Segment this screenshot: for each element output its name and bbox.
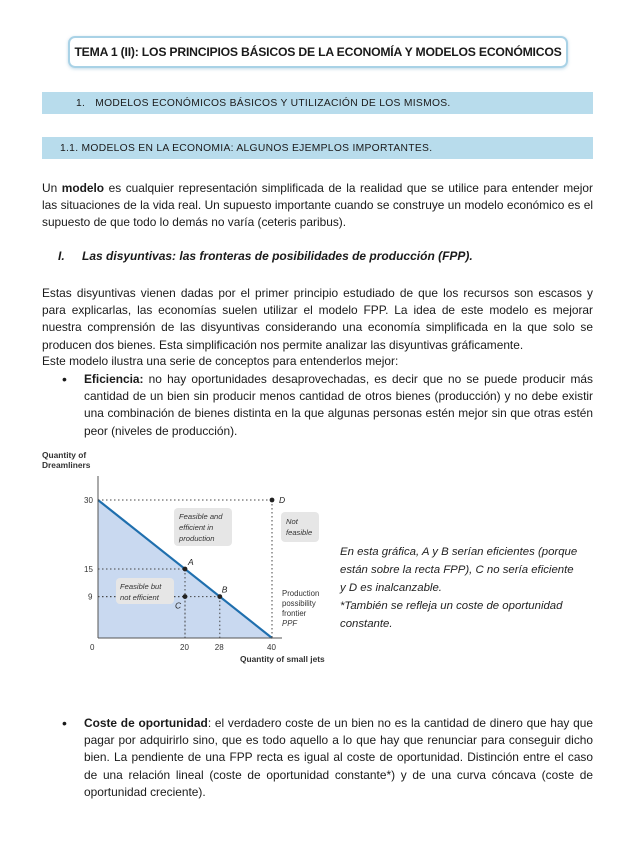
bullet-eficiencia-text: no hay oportunidades desaprovechadas, es decir que no se puede producir más cantidad de un bien sin producir menos cantidad de otros bienes (producción) y no debe existir una combinación de bienes distinta en la que algunas personas estén mejor sin que otras estén peor (niveles de producción).: [84, 372, 593, 438]
point-label: D: [279, 495, 286, 505]
chart-caption: [340, 543, 596, 633]
intro-prefix: Un: [42, 181, 62, 195]
intro-bold-term: modelo: [61, 181, 105, 195]
point-d: [270, 498, 275, 503]
x-tick-label: 28: [214, 643, 224, 652]
annotation-text: Feasible but: [120, 582, 162, 591]
point-a: [183, 567, 188, 572]
annotation-not-feasible: [281, 512, 319, 542]
annotation-feasible-not-efficient: [116, 578, 174, 604]
ppf-chart: [40, 448, 340, 670]
bullet-coste-text: : el verdadero coste de un bien no es la cantidad de dinero que hay que pagar por adquirirlo sino, que es todo aquello a lo que hay que renunciar para conseguir dicho bien. La pendiente de una FPP recta es igual al coste de oportunidad. Distinción entre el caso de una relación lineal (coste de oportunidad constante*) y de una curva cóncava (coste de oportunidad creciente).: [84, 716, 593, 799]
bullet-coste-oportunidad: [84, 715, 593, 801]
x-tick-label: 20: [180, 643, 189, 652]
ppf-label-text: frontier: [282, 609, 307, 618]
annotation-text: Not: [286, 517, 298, 526]
annotation-text: Feasible and: [179, 512, 223, 521]
caption-line: están sobre la recta FPP), C no sería eficiente: [340, 564, 574, 576]
caption-line: En esta gráfica, A y B serían eficientes (porque: [340, 546, 578, 558]
heading-text: Las disyuntivas: las fronteras de posibilidades de producción (FPP).: [82, 249, 473, 263]
bullet-dot: •: [62, 715, 67, 731]
ppf-label-text: PPF: [282, 619, 298, 628]
section-number: 1.: [76, 97, 86, 109]
caption-line: *También se refleja un coste de oportunidad: [340, 600, 563, 612]
y-tick-label: 30: [84, 496, 93, 505]
bullet-eficiencia: [84, 371, 593, 440]
bullet-dot: •: [62, 371, 67, 387]
point-label: A: [188, 557, 194, 567]
heading-numeral: I.: [58, 249, 65, 263]
subsection-label: 1.1. MODELOS EN LA ECONOMIA: ALGUNOS EJEMPLOS IMPORTANTES.: [60, 142, 433, 154]
section-label: MODELOS ECONÓMICOS BÁSICOS Y UTILIZACIÓN DE LOS MISMOS.: [95, 97, 451, 109]
paragraph-fpp: Estas disyuntivas vienen dadas por el primer principio estudiado de que los recursos son escasos y para explicarlas, las economías suelen utilizar el modelo FPP. La idea de este modelo es mejorar nuestra comprensión de las disyuntivas considerando una economía simplificada en la que solo se producen dos bienes. Esta simplificación nos permite analizar las disyuntivas gráficamente.: [42, 286, 593, 352]
annotation-feasible-efficient: [174, 508, 232, 546]
paragraph-concepts: Este modelo ilustra una serie de conceptos para entenderlos mejor:: [42, 354, 399, 368]
point-label: B: [221, 584, 228, 595]
y-axis-label: Quantity of: [42, 450, 87, 460]
y-axis-label: Dreamliners: [42, 460, 91, 470]
ppf-label-text: possibility: [282, 599, 316, 608]
point-c: [183, 594, 188, 599]
ppf-label-text: Production: [282, 589, 320, 598]
x-tick-label: 0: [90, 643, 95, 652]
x-tick-label: 40: [267, 643, 276, 652]
heading-disyuntivas: [58, 249, 598, 263]
caption-line: y D es inalcanzable.: [340, 582, 442, 594]
annotation-text: not efficient: [120, 593, 159, 602]
section-heading-1-1: [42, 137, 593, 159]
intro-text: es cualquier representación simplificada de la realidad que se utilice para entender mejor las situaciones de la vida real. Un supuesto importante cuando se construye un modelo económico es el supuesto de que todo lo demás no varía (ceteris paribus).: [42, 181, 593, 230]
annotation-text: production: [179, 534, 215, 543]
section-heading-1: [42, 92, 593, 114]
bullet-coste-term: Coste de oportunidad: [84, 716, 208, 730]
y-tick-label: 9: [88, 592, 93, 602]
intro-paragraph: [42, 180, 593, 232]
annotation-text: efficient in: [179, 523, 214, 532]
bullet-eficiencia-term: Eficiencia:: [84, 372, 144, 386]
annotation-text: feasible: [286, 528, 313, 537]
annotation-ppf: [282, 589, 319, 628]
x-axis-label: Quantity of small jets: [240, 654, 325, 664]
point-b: [217, 594, 222, 599]
point-label: C: [175, 600, 182, 611]
y-tick-label: 15: [84, 565, 93, 574]
caption-line: constante.: [340, 618, 393, 630]
page-title: TEMA 1 (II): LOS PRINCIPIOS BÁSICOS DE LA ECONOMÍA Y MODELOS ECONÓMICOS: [68, 36, 568, 68]
